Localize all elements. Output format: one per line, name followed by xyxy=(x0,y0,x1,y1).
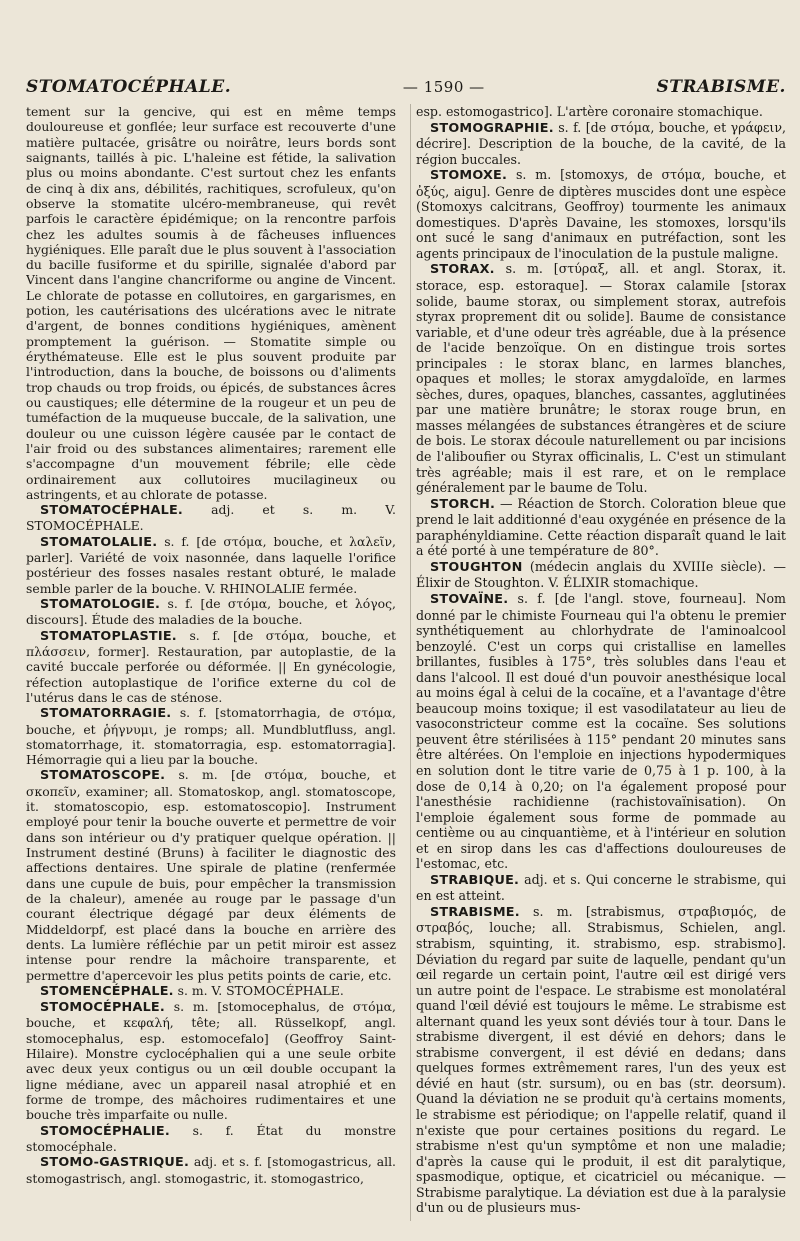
entry-text: adj. et s. f. [stomogastricus, all. stomogastrisch, angl. stomogastric, it. stomogastrico, xyxy=(26,1154,396,1186)
entry-text: tement sur la gencive, qui est en même temps douloureuse et gonflée; leur surface est recouverte d'une matière pultacée, grisâtre ou noirâtre, leurs bords sont saignants, taillés à pic. L'haleine est fétide, la salivation plus ou moins abondante. C'est surtout chez les enfants de cinq à dix ans, débilités, rachitiques, scrofuleux, qu'on observe la stomatite ulcéro-membraneuse, qui revêt parfois le caractère épidémique; on la rencontre parfois chez les adultes soumis à de fâcheuses influences hygiéniques. Elle paraît due le plus souvent à l'association du bacille fusiforme et du spirille, signalée d'abord par Vincent dans l'angine chancriforme ou angine de Vincent. Le chlorate de potasse en collutoires, en gargarismes, en potion, les cautérisations des ulcérations avec le nitrate d'argent, de bonnes conditions hygiéniques, amènent promptement la guérison. — Stomatite simple ou érythémateuse. Elle est le plus souvent produite par l'introduction, dans la bouche, de boissons ou d'aliments trop chauds ou trop froids, ou épicés, de substances âcres ou caustiques; elle détermine de la rougeur et un peu de tuméfaction de la muqueuse buccale, de la salivation, une douleur ou une cuisson légère causée par le contact de l'air froid ou des substances alimentaires; rarement elle s'accompagne d'un mouvement fébrile; elle cède ordinairement aux collutoires mucilagineux ou astringents, et au chlorate de potasse. xyxy=(26,104,396,502)
running-header xyxy=(26,74,786,100)
dictionary-entry xyxy=(416,496,786,559)
entry-text: adj. et s. Qui concerne le strabisme, qui en est atteint. xyxy=(416,871,786,904)
dictionary-entry xyxy=(416,167,786,261)
dictionary-entry xyxy=(26,705,396,767)
entry-headword: STOMOXE. xyxy=(430,168,508,184)
entry-headword: STOMATOPLASTIE. xyxy=(40,628,177,644)
entry-continuation xyxy=(416,104,786,120)
entry-text: s. f. [de l'angl. stove, fourneau]. Nom donné par le chimiste Fourneau qui l'a obtenu le premier synthétiquement au chlorhydrate de l'aminoalcool benzoylé. C'est un corps qui cristallise en lamelles brillantes, fusibles à 175°, très solubles dans l'eau et dans l'alcool. Il est doué d'un pouvoir anesthésique local au moins égal à celui de la cocaïne, et a l'avantage d'être beaucoup moins toxique; il est vasodilatateur au lieu de vasoconstricteur comme est la cocaïne. Ses solutions peuvent être stérilisées à 115° pendant 20 minutes sans être altérées. On l'emploie en injections hypodermiques en solution dont le titre varie de 0,75 à 1 p. 100, à la dose de 0,14 à 0,20; on l'a également proposé pour l'anesthésie rachidienne (rachistovaïnisation). On l'emploie également sous forme de pommade au centième ou au cinquantième, et à l'intérieur en solution et en sirop dans les cas d'affections douloureuses de l'estomac, etc. xyxy=(416,590,786,872)
entry-text: s. m. [de στόμα, bouche, et σκοπεῖν, examiner; all. Stomatoskop, angl. stomatoscope, it. stomatoscopio, esp. estomatoscopio]. Instrument employé pour tenir la bouche ouverte et permettre de voir dans son intérieur ou d'y pratiquer quelque opération. || Instrument destiné (Bruns) à faciliter le diagnostic des affections dentaires. Une spirale de platine (renfermée dans une cupule de buis, pour empêcher la transmission de la chaleur), amenée au rouge par le passage d'un courant électrique dégagé par deux éléments de Middeldorpf, est placé dans la bouche en arrière des dents. La lumière réfléchie par un petit miroir est assez intense pour rendre la mâchoire transparente, et permettre d'apercevoir les plus petits points de carie, etc. xyxy=(26,767,396,983)
left-column xyxy=(26,104,396,1227)
entry-headword: STOMATOLOGIE. xyxy=(40,597,161,612)
entry-headword: STOMO-GASTRIQUE. xyxy=(40,1155,190,1171)
dictionary-entry xyxy=(26,1123,396,1155)
dictionary-entry xyxy=(416,120,786,168)
entry-headword: STOVAÏNE. xyxy=(430,591,509,607)
entry-headword: STORCH. xyxy=(430,496,496,512)
entry-text: s. f. [de στόμα, bouche, et γράφειν, décrire]. Description de la bouche, de la cavité, de la région buccales. xyxy=(416,119,786,167)
header-right-word: STRABISME. xyxy=(656,77,786,97)
dictionary-entry xyxy=(416,261,786,495)
dictionary-entry xyxy=(416,904,786,1216)
entry-text: s. f. État du monstre stomocéphale. xyxy=(26,1122,396,1154)
dictionary-entry xyxy=(26,596,396,628)
text-columns xyxy=(26,104,786,1227)
dictionary-entry xyxy=(26,502,396,534)
entry-headword: STOMOCÉPHALE. xyxy=(40,1000,165,1016)
entry-headword: STRABIQUE. xyxy=(430,872,520,888)
entry-headword: STOMENCÉPHALE. xyxy=(40,983,174,999)
entry-continuation xyxy=(26,104,396,502)
dictionary-entry xyxy=(416,872,786,904)
entry-text: s. m. [strabismus, στραβισμός, de στραβός, louche; all. Strabismus, Schielen, angl. strabism, squinting, it. strabismo, esp. strabismo]. Déviation du regard par suite de laquelle, pendant qu'un œil regarde un certain point, l'autre œil est dirigé vers un autre point de l'espace. Le strabisme est monolatéral quand l'œil dévié est toujours le même. Le strabisme est alternant quand les yeux sont déviés tour à tour. Dans le strabisme divergent, il est dévié en dehors; dans le strabisme convergent, il est dévié en dedans; dans quelques formes extrêmement rares, l'un des yeux est dévié en haut (str. sursum), ou en bas (str. deorsum). Quand la déviation ne se produit qu'à certains moments, le strabisme est périodique; on l'appelle relatif, quand il n'existe que pour certaines positions du regard. Le strabisme n'est qu'un symptôme et non une maladie; d'après la cause qui le produit, il est dit paralytique, spasmodique, optique, et cicatriciel ou mécanique. — Strabisme paralytique. La déviation est due à la paralysie d'un ou de plusieurs mus- xyxy=(416,903,786,1216)
dictionary-entry xyxy=(26,1154,396,1186)
dictionary-entry xyxy=(26,628,396,706)
dictionary-entry xyxy=(416,591,786,872)
entry-headword: STOMATOSCOPE. xyxy=(40,768,166,784)
dictionary-entry xyxy=(416,559,786,591)
entry-headword: STOMOCÉPHALIE. xyxy=(40,1123,170,1139)
entry-text: s. f. [de στόμα, bouche, et λαλεῖν, parler]. Variété de voix nasonnée, dans laquelle l'orifice postérieur des fosses nasales restant obturé, le malade semble parler de la bouche. V. RHINOLALIE fermée. xyxy=(26,533,396,596)
entry-text: s. f. [stomatorrhagia, de στόμα, bouche, et ῥήγνυμι, je romps; all. Mundblutfluss, angl. stomatorrhage, it. stomatorragia, esp. estomatorragia]. Hémorragie qui a lieu par la bouche. xyxy=(26,705,396,768)
page-number: — 1590 — xyxy=(402,78,485,96)
entry-text: s. m. [stomocephalus, de στόμα, bouche, et κεφαλή, tête; all. Rüsselkopf, angl. stomocephalus, esp. estomocefalo] (Geoffroy Saint-Hilaire). Monstre cyclocéphalien qui a une seule orbite avec deux yeux contigus ou un œil double occupant la ligne médiane, avec un appareil nasal atrophié et en forme de trompe, des mâchoires rudimentaires et une bouche très imparfaite ou nulle. xyxy=(26,999,396,1123)
entry-text: s. f. [de στόμα, bouche, et πλάσσειν, former]. Restauration, par autoplastie, de la cavité buccale perforée ou déformée. || En gynécologie, réfection autoplastique de l'orifice externe du col de l'utérus dans le cas de sténose. xyxy=(26,627,396,705)
entry-text: s. m. [στύραξ, all. et angl. Storax, it. storace, esp. estoraque]. — Storax calamile [storax solide, baume storax, ou simplement storax, autrefois styrax proprement dit ou solide]. Baume de consistance variable, et d'une odeur très agréable, due à la présence de l'acide benzoïque. On en distingue trois sortes principales : le storax blanc, en larmes blanches, opaques et molles; le storax amygdaloïde, en larmes sèches, dures, opaques, blanches, cassantes, agglutinées par une matière brunâtre; le storax rouge brun, en masses mélangées de substances étrangères et de sciure de bois. Le storax découle naturellement ou par incisions de l'aliboufier ou Styrax officinalis, L. C'est un stimulant très agréable; mais il est rare, et on le remplace généralement par le baume de Tolu. xyxy=(416,261,786,496)
entry-text: adj. et s. m. V. STOMOCÉPHALE. xyxy=(26,502,396,534)
entry-text: esp. estomogastrico]. L'artère coronaire stomachique. xyxy=(416,104,763,119)
entry-text: — Réaction de Storch. Coloration bleue que prend le lait additionné d'eau oxygénée en présence de la paraphényldiamine. Cette réaction disparaît quand le lait a été porté à une température de 80°. xyxy=(416,495,786,559)
entry-text: s. m. [stomoxys, de στόμα, bouche, et ὀξύς, aigu]. Genre de diptères muscides dont une espèce (Stomoxys calcitrans, Geoffroy) tourmente les animaux domestiques. D'après Davaine, les stomoxes, lorsqu'ils ont sucé le sang d'animaux en putréfaction, sont les agents principaux de l'inoculation de la pustule maligne. xyxy=(416,167,786,261)
dictionary-entry xyxy=(26,999,396,1123)
entry-headword: STOMATOCÉPHALE. xyxy=(40,503,183,519)
dictionary-entry xyxy=(26,767,396,982)
dictionary-entry xyxy=(26,534,396,596)
entry-text: s. m. V. STOMOCÉPHALE. xyxy=(177,982,344,998)
entry-headword: STOMOGRAPHIE. xyxy=(430,120,554,136)
entry-headword: STOMATOLALIE. xyxy=(40,534,158,550)
entry-headword: STOMATORRAGIE. xyxy=(40,706,172,722)
right-column xyxy=(416,104,786,1227)
entry-headword: STOUGHTON xyxy=(430,559,523,575)
entry-headword: STORAX. xyxy=(430,262,495,278)
header-left-word: STOMATOCÉPHALE. xyxy=(26,77,232,97)
entry-text: (médecin anglais du XVIIIe siècle). — Élixir de Stoughton. V. ÉLIXIR stomachique. xyxy=(416,558,786,591)
entry-headword: STRABISME. xyxy=(430,904,520,920)
entry-text: s. f. [de στόμα, bouche, et λόγος, discours]. Étude des maladies de la bouche. xyxy=(26,596,396,628)
dictionary-entry xyxy=(26,983,396,999)
